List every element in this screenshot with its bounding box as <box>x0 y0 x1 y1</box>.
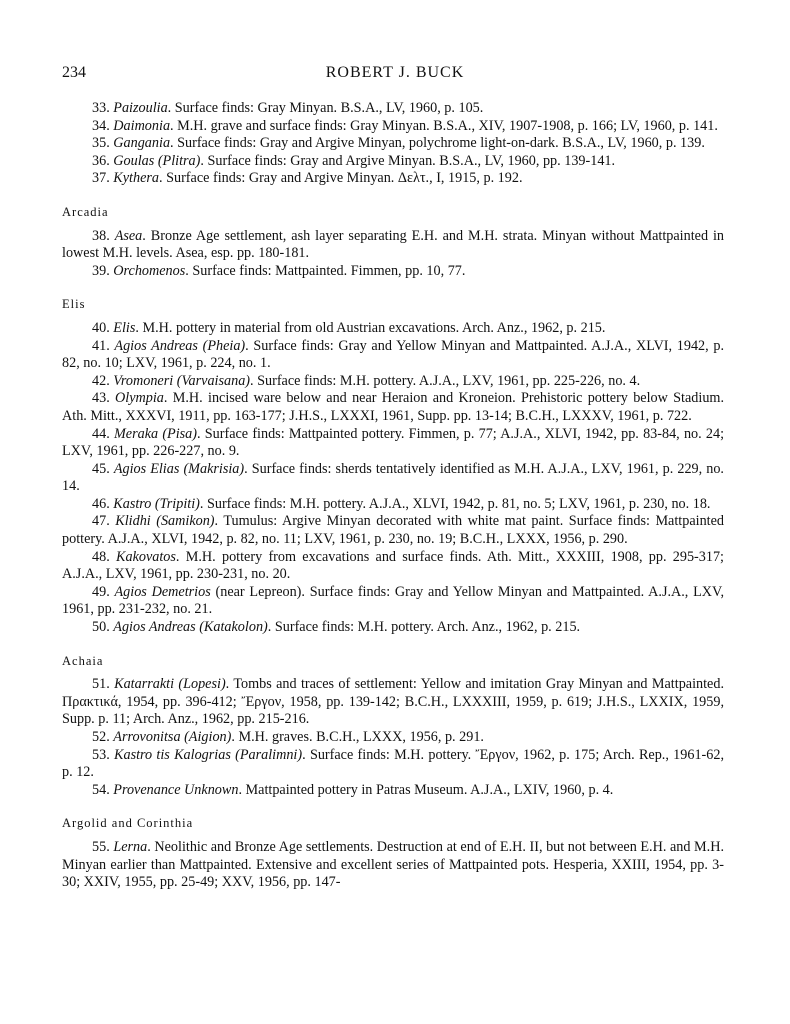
entry-site: Kastro tis Kalogrias (Paralimni) <box>114 746 303 763</box>
entry-text: M.H. grave and surface finds: Gray Minyan. B.S.A., XIV, 1907-1908, p. 166; LV, 1960, p. 141. <box>177 117 718 134</box>
entry-site: Agios Elias (Makrisia) <box>113 460 245 477</box>
catalogue-entry: 44. Meraka (Pisa). Surface finds: Mattpainted pottery. Fimmen, p. 77; A.J.A., XLVI, 1942, pp. 83-84, no. 24; LXV, 1961, pp. 226-227, no. 9. <box>62 425 725 460</box>
entry-site: Agios Demetrios <box>114 583 211 600</box>
entry-number: 51. <box>92 676 110 693</box>
entry-text: M.H. pottery from excavations and surface finds. Ath. Mitt., XXXIII, 1908, pp. 295-317; A.J.A., LXV, 1961, pp. 230-231, no. 20. <box>62 548 725 583</box>
catalogue-entry: 43. Olympia. M.H. incised ware below and near Heraion and Kroneion. Prehistoric pottery below Stadium. Ath. Mitt., XXXVI, 1911, pp. 163-177; J.H.S., LXXXI, 1961, Supp. pp. 13-14; B.C.H., LXXXV, 1961, p. 722. <box>62 390 724 424</box>
catalogue-entry: 39. Orchomenos. Surface finds: Mattpainted. Fimmen, pp. 10, 77. <box>92 262 466 279</box>
entry-number: 42. <box>92 372 110 389</box>
entry-text: Tombs and traces of settlement: Yellow and imitation Gray Minyan and Mattpainted. Πρακτικά, 1954, pp. 396-412; Ἔργον, 1958, pp. 139-142; B.C.H., LXXXIII, 1959, p. 619; J.H.S., LXXIX, 1959, Supp. p. 11; Arch. Anz., 1962, pp. 215-216. <box>62 676 724 728</box>
entry-text: Mattpainted pottery in Patras Museum. A.J.A., LXIV, 1960, p. 4. <box>245 781 614 798</box>
catalogue-entry: 40. Elis. M.H. pottery in material from old Austrian excavations. Arch. Anz., 1962, p. 215. <box>92 319 606 336</box>
catalogue-entry: 54. Provenance Unknown. Mattpainted pottery in Patras Museum. A.J.A., LXIV, 1960, p. 4. <box>92 781 614 798</box>
entry-site: Vromoneri (Varvaisana) <box>113 372 251 389</box>
entry-site: Olympia <box>115 390 164 407</box>
entry-number: 41. <box>92 337 110 354</box>
entry-number: 34. <box>92 117 110 134</box>
catalogue-entry: 52. Arrovonitsa (Aigion). M.H. graves. B.C.H., LXXX, 1956, p. 291. <box>92 729 484 745</box>
entry-site: Arrovonitsa (Aigion) <box>113 729 232 745</box>
running-head: ROBERT J. BUCK <box>325 64 465 81</box>
entry-text: Surface finds: Gray and Argive Minyan. Δελτ., I, 1915, p. 192. <box>166 170 523 187</box>
entry-site: Paizoulia <box>113 100 168 116</box>
entry-text: M.H. pottery in material from old Austrian excavations. Arch. Anz., 1962, p. 215. <box>142 319 606 336</box>
entry-text: Surface finds: M.H. pottery. Arch. Anz., 1962, p. 215. <box>274 619 581 636</box>
entry-number: 45. <box>92 460 110 477</box>
entry-text: Surface finds: M.H. pottery. Ἔργον, 1962, p. 175; Arch. Rep., 1961-62, p. 12. <box>62 746 725 781</box>
entry-site: Provenance Unknown <box>113 781 239 798</box>
catalogue-entry: 33. Paizoulia. Surface finds: Gray Minyan. B.S.A., LV, 1960, p. 105. <box>92 100 484 116</box>
entry-site: Kakovatos <box>116 548 176 565</box>
catalogue-entry: 38. Asea. Bronze Age settlement, ash layer separating E.H. and M.H. strata. Minyan without Mattpainted in lowest M.H. levels. Asea, esp. pp. 180-181. <box>62 227 725 262</box>
entry-site: Agios Andreas (Pheia) <box>114 337 246 354</box>
entry-number: 37. <box>92 170 110 187</box>
entry-site: Katarrakti (Lopesi) <box>114 676 226 693</box>
catalogue-entry: 36. Goulas (Plitra). Surface finds: Gray and Argive Minyan. B.S.A., LV, 1960, pp. 139-141. <box>92 152 616 169</box>
catalogue-entry: 42. Vromoneri (Varvaisana). Surface finds: M.H. pottery. A.J.A., LXV, 1961, pp. 225-226, no. 4. <box>92 372 641 389</box>
entry-text: M.H. incised ware below and near Heraion and Kroneion. Prehistoric pottery below Stadium. Ath. Mitt., XXXVI, 1911, pp. 163-177; J.H.S., LXXXI, 1961, Supp. pp. 13-14; B.C.H., LXXXV, 1961, p. 722. <box>62 390 724 424</box>
catalogue-entry: 35. Gangania. Surface finds: Gray and Argive Minyan, polychrome light-on-dark. B.S.A., LV, 1960, p. 139. <box>92 135 705 152</box>
entry-text: Surface finds: Mattpainted pottery. Fimmen, p. 77; A.J.A., XLVI, 1942, pp. 83-84, no. 24; LXV, 1961, pp. 226-227, no. 9. <box>62 425 725 460</box>
entry-site: Orchomenos <box>113 262 186 279</box>
catalogue-entry: 55. Lerna. Neolithic and Bronze Age settlements. Destruction at end of E.H. II, but not between E.H. and M.H. Minyan earlier than Mattpainted. Extensive and excellent series of Mattpainted pots. Hesperia, XXIII, 1954, pp. 3-30; XXIV, 1955, pp. 25-49; XXV, 1956, pp. 147- <box>62 838 725 891</box>
entry-text: (near Lepreon). Surface finds: Gray and Yellow Minyan and Mattpainted. A.J.A., LXV, 1961, pp. 231-232, no. 21. <box>62 583 724 618</box>
entry-site: Goulas (Plitra) <box>113 152 201 169</box>
entry-number: 48. <box>92 548 110 565</box>
entry-text: Bronze Age settlement, ash layer separating E.H. and M.H. strata. Minyan without Mattpainted in lowest M.H. levels. Asea, esp. pp. 180-181. <box>62 227 725 262</box>
entry-site: Lerna <box>113 838 148 855</box>
entry-number: 55. <box>92 838 110 855</box>
entry-site: Kythera <box>113 170 159 187</box>
entry-number: 50. <box>92 619 110 636</box>
catalogue-entry: 46. Kastro (Tripiti). Surface finds: M.H. pottery. A.J.A., XLVI, 1942, p. 81, no. 5; LXV, 1961, p. 230, no. 18. <box>92 495 711 512</box>
entry-text: Neolithic and Bronze Age settlements. Destruction at end of E.H. II, but not between E.H. and M.H. Minyan earlier than Mattpainted. Extensive and excellent series of Mattpainted pots. Hesperia, XXIII, 1954, pp. 3-30; XXIV, 1955, pp. 25-49; XXV, 1956, pp. 147- <box>62 838 725 891</box>
section-heading: Achaia <box>62 653 104 668</box>
catalogue-entry: 41. Agios Andreas (Pheia). Surface finds: Gray and Yellow Minyan and Mattpainted. A.J.A., XLVI, 1942, p. 82, no. 10; LXV, 1961, p. 224, no. 1. <box>62 337 725 372</box>
entry-text: Surface finds: Gray and Yellow Minyan and Mattpainted. A.J.A., XLVI, 1942, p. 82, no. 10; LXV, 1961, p. 224, no. 1. <box>62 337 725 372</box>
entry-number: 46. <box>92 495 110 512</box>
entry-text: Surface finds: Gray Minyan. B.S.A., LV, 1960, p. 105. <box>174 100 484 116</box>
entry-site: Klidhi (Samikon) <box>115 513 215 530</box>
entry-number: 35. <box>92 135 110 152</box>
entry-site: Elis <box>113 319 136 336</box>
catalogue-entry: 45. Agios Elias (Makrisia). Surface finds: sherds tentatively identified as M.H. A.J.A., LXV, 1961, p. 229, no. 14. <box>62 460 724 495</box>
page-number: 234 <box>62 64 86 81</box>
catalogue-entry: 34. Daimonia. M.H. grave and surface finds: Gray Minyan. B.S.A., XIV, 1907-1908, p. 166; LV, 1960, p. 141. <box>92 117 718 134</box>
entry-text: Surface finds: sherds tentatively identified as M.H. A.J.A., LXV, 1961, p. 229, no. 14. <box>62 460 724 495</box>
entry-site: Gangania <box>113 135 171 152</box>
entry-text: Surface finds: M.H. pottery. A.J.A., LXV, 1961, pp. 225-226, no. 4. <box>257 372 641 389</box>
entry-number: 52. <box>92 729 110 745</box>
entry-text: Surface finds: Gray and Argive Minyan. B.S.A., LV, 1960, pp. 139-141. <box>207 152 616 169</box>
entry-text: Surface finds: Mattpainted. Fimmen, pp. 10, 77. <box>192 262 466 279</box>
entry-number: 39. <box>92 262 110 279</box>
catalogue-entry: 51. Katarrakti (Lopesi). Tombs and traces of settlement: Yellow and imitation Gray Minyan and Mattpainted. Πρακτικά, 1954, pp. 396-412; Ἔργον, 1958, pp. 139-142; B.C.H., LXXXIII, 1959, p. 619; J.H.S., LXXIX, 1959, Supp. p. 11; Arch. Anz., 1962, pp. 215-216. <box>62 676 724 728</box>
entry-text: M.H. graves. B.C.H., LXXX, 1956, p. 291. <box>238 729 484 745</box>
entry-number: 33. <box>92 100 110 116</box>
entry-number: 44. <box>92 425 110 442</box>
entry-text: Surface finds: Gray and Argive Minyan, polychrome light-on-dark. B.S.A., LV, 1960, p. 139. <box>177 135 705 152</box>
entry-number: 36. <box>92 152 110 169</box>
section-heading: Arcadia <box>62 204 109 219</box>
entry-text: Tumulus: Argive Minyan decorated with white mat paint. Surface finds: Mattpainted pottery. A.J.A., XLVI, 1942, p. 82, no. 11; LXV, 1961, p. 230, no. 19; B.C.H., LXXX, 1956, p. 290. <box>62 513 724 548</box>
catalogue-entry: 47. Klidhi (Samikon). Tumulus: Argive Minyan decorated with white mat paint. Surface finds: Mattpainted pottery. A.J.A., XLVI, 1942, p. 82, no. 11; LXV, 1961, p. 230, no. 19; B.C.H., LXXX, 1956, p. 290. <box>62 513 724 548</box>
catalogue-entry <box>62 584 724 619</box>
entry-text: Surface finds: M.H. pottery. A.J.A., XLVI, 1942, p. 81, no. 5; LXV, 1961, p. 230, no. 18. <box>206 495 711 512</box>
catalogue-entry: 48. Kakovatos. M.H. pottery from excavations and surface finds. Ath. Mitt., XXXIII, 1908, pp. 295-317; A.J.A., LXV, 1961, pp. 230-231, no. 20. <box>62 548 725 583</box>
catalogue-entry: 53. Kastro tis Kalogrias (Paralimni). Surface finds: M.H. pottery. Ἔργον, 1962, p. 175; Arch. Rep., 1961-62, p. 12. <box>62 746 725 781</box>
entry-number: 47. <box>92 513 110 530</box>
entry-site: Kastro (Tripiti) <box>113 495 200 512</box>
catalogue-entry: 50. Agios Andreas (Katakolon). Surface finds: M.H. pottery. Arch. Anz., 1962, p. 215. <box>92 619 581 636</box>
entry-number: 40. <box>92 319 110 336</box>
entry-site: Meraka (Pisa) <box>113 425 197 442</box>
entry-number: 54. <box>92 781 110 798</box>
section-heading: Argolid and Corinthia <box>62 816 194 831</box>
entry-number: 43. <box>92 390 110 407</box>
catalogue-body <box>62 100 724 892</box>
entry-site: Daimonia <box>113 117 171 134</box>
page-header <box>62 64 728 86</box>
entry-site: Agios Andreas (Katakolon) <box>113 619 268 636</box>
entry-number: 38. <box>92 227 110 244</box>
entry-number: 53. <box>92 746 110 763</box>
entry-site: Asea <box>114 227 143 244</box>
entry-number: 49. <box>92 583 110 600</box>
catalogue-entry: 37. Kythera. Surface finds: Gray and Argive Minyan. Δελτ., I, 1915, p. 192. <box>92 170 523 187</box>
section-heading: Elis <box>62 297 86 312</box>
